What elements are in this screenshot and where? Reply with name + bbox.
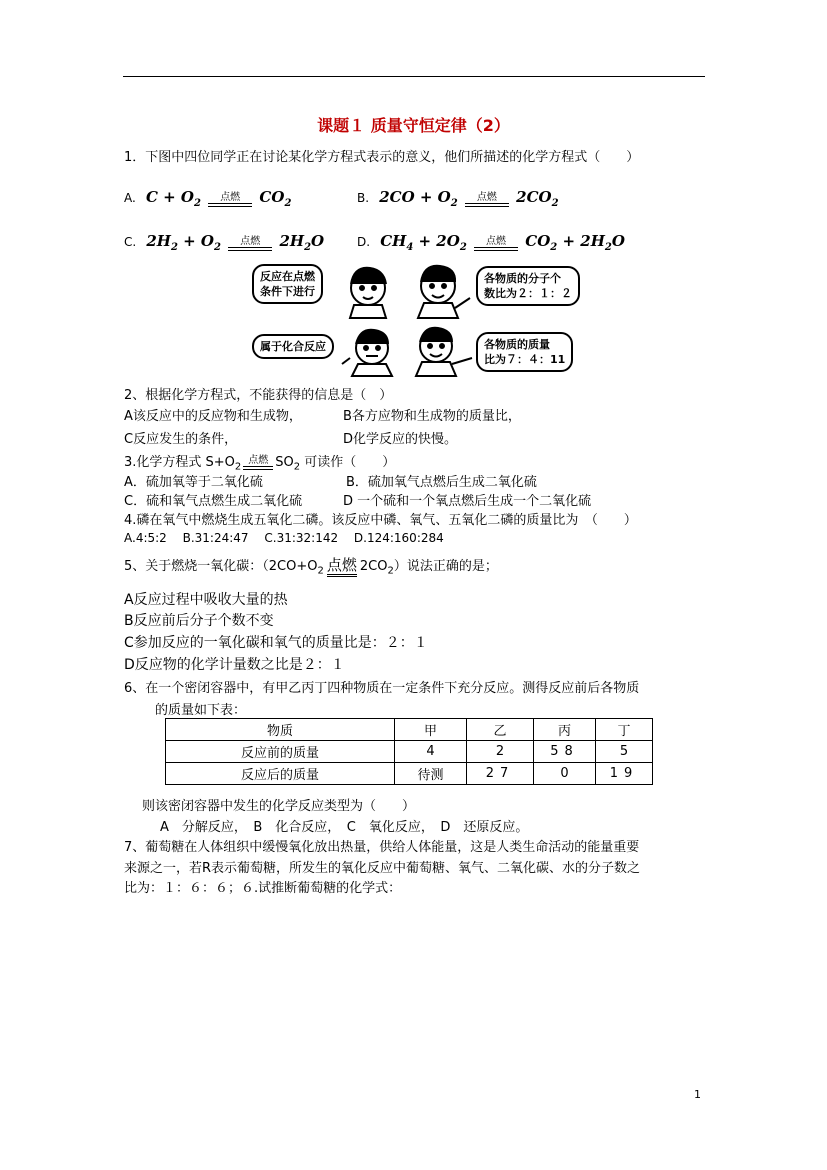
q5-option-b: B反应前后分子个数不变 bbox=[124, 613, 274, 629]
q6-stem-1: 6、在一个密闭容器中，有甲乙丙丁四种物质在一定条件下充分反应。测得反应前后各物质 bbox=[124, 681, 640, 696]
bubble-3: 属于化合反应 bbox=[252, 334, 334, 359]
q1-c-condition: 点燃 bbox=[240, 236, 261, 247]
header-bing: 丙 bbox=[534, 719, 596, 741]
q1-d-right: CO bbox=[525, 232, 551, 250]
cell: 5 bbox=[596, 741, 653, 763]
q3-option-a: A．硫加氧等于二氧化硫 bbox=[124, 475, 263, 490]
row-label: 反应后的质量 bbox=[166, 763, 395, 785]
page-title: 课题１ 质量守恒定律（2） bbox=[317, 116, 510, 135]
bubble-2: 各物质的分子个 数比为２：１：２ bbox=[476, 266, 580, 306]
q1-b-left: 2CO + O bbox=[379, 188, 451, 206]
cell: 待测 bbox=[395, 763, 467, 785]
q1-c-left: 2H bbox=[146, 232, 171, 250]
q1-a-right: CO bbox=[259, 188, 285, 206]
q1-a-condition: 点燃 bbox=[220, 192, 241, 203]
q6-options: A 分解反应， B 化合反应， C 氧化反应， D 还原反应。 bbox=[160, 820, 529, 835]
q1-d-right2: + 2H bbox=[557, 232, 605, 250]
q5-condition: 点燃 bbox=[327, 556, 357, 577]
q1-option-d bbox=[357, 232, 625, 253]
table-header-row bbox=[166, 719, 653, 741]
cell: 58 bbox=[534, 741, 596, 763]
q4-options: A.4:5:2 B.31:24:47 C.31:32:142 D.124:160:284 bbox=[124, 531, 444, 545]
cell: 4 bbox=[395, 741, 467, 763]
header-jia: 甲 bbox=[395, 719, 467, 741]
q2-option-a: A该反应中的反应物和生成物， bbox=[124, 409, 302, 424]
q5-option-d: D反应物的化学计量数之比是２：１ bbox=[124, 657, 345, 673]
q1-b-right-sub: 2 bbox=[551, 198, 559, 209]
q1-d-mid: + 2O bbox=[413, 232, 460, 250]
table-row bbox=[166, 741, 653, 763]
q1-c-sub2: 2 bbox=[214, 242, 221, 253]
q1-d-sub2: 2 bbox=[459, 242, 467, 253]
q1-c-mid: + O bbox=[177, 232, 215, 250]
bubble-1: 反应在点燃 条件下进行 bbox=[252, 264, 323, 304]
q1-option-a bbox=[124, 188, 291, 209]
page-number: 1 bbox=[694, 1088, 701, 1101]
q6-stem-2: 的质量如下表： bbox=[155, 703, 247, 718]
q7-line-2: 来源之一，若R表示葡萄糖，所发生的氧化反应中葡萄糖、氧气、二氧化碳、水的分子数之 bbox=[124, 861, 641, 876]
q7-line-3: 比为：１：６：６；６.试推断葡萄糖的化学式： bbox=[124, 881, 402, 896]
q3-stem bbox=[124, 451, 395, 473]
q1-d-left: CH bbox=[380, 232, 407, 250]
header-ding: 丁 bbox=[596, 719, 653, 741]
q1-c-label: C. bbox=[124, 235, 137, 249]
q1-d-label: D. bbox=[357, 235, 371, 249]
row-label: 反应前的质量 bbox=[166, 741, 395, 763]
q5-stem bbox=[124, 554, 498, 577]
student-boy-2-icon bbox=[342, 330, 392, 376]
q3-stem-b: SO bbox=[275, 455, 294, 470]
q1-c-sub1: 2 bbox=[170, 242, 178, 253]
q1-a-sub: 2 bbox=[193, 198, 201, 209]
q1-option-c bbox=[124, 232, 324, 253]
header-yi: 乙 bbox=[467, 719, 534, 741]
cell: 27 bbox=[467, 763, 534, 785]
q1-d-sub1: 4 bbox=[406, 242, 414, 253]
q3-option-c: C．硫和氧气点燃生成二氧化硫 bbox=[124, 494, 303, 509]
cell: 2 bbox=[467, 741, 534, 763]
q1-d-condition: 点燃 bbox=[486, 236, 507, 247]
q2-option-d: D化学反应的快慢。 bbox=[343, 432, 458, 447]
q3-stem-a: 3.化学方程式 S+O bbox=[124, 455, 235, 470]
q1-b-label: B. bbox=[357, 191, 370, 205]
student-boy-icon bbox=[418, 266, 470, 318]
q1-option-b bbox=[357, 188, 559, 209]
q1-c-right: 2H bbox=[279, 232, 305, 250]
q2-option-b: B各方应物和生成物的质量比， bbox=[343, 409, 521, 424]
q1-d-right3: O bbox=[611, 232, 625, 250]
q2-option-c: C反应发生的条件， bbox=[124, 432, 238, 447]
students-illustration bbox=[250, 258, 580, 378]
q3-sub1: 2 bbox=[234, 461, 242, 473]
q1-c-sub3: 2 bbox=[304, 242, 312, 253]
header-substance: 物质 bbox=[166, 719, 395, 741]
q1-stem: 1．下图中四位同学正在讨论某化学方程式表示的意义，他们所描述的化学方程式（ ） bbox=[124, 150, 640, 165]
q6-question: 则该密闭容器中发生的化学反应类型为（ ） bbox=[142, 799, 416, 814]
table-row bbox=[166, 763, 653, 785]
bubble-4: 各物质的质量 比为７：４：11 bbox=[476, 332, 573, 372]
students-figures bbox=[250, 258, 580, 378]
q5-stem-c: ）说法正确的是； bbox=[393, 559, 498, 574]
q3-option-b: B．硫加氧气点燃后生成二氧化硫 bbox=[346, 475, 537, 490]
q1-a-label: A. bbox=[124, 191, 136, 205]
q3-condition: 点燃 bbox=[248, 455, 269, 466]
q3-stem-c: 可读作（ ） bbox=[300, 455, 396, 470]
cell: 19 bbox=[596, 763, 653, 785]
student-boy-3-icon bbox=[416, 328, 472, 376]
q5-option-a: A反应过程中吸收大量的热 bbox=[124, 592, 288, 608]
q1-b-condition: 点燃 bbox=[476, 192, 497, 203]
q1-d-sub3: 2 bbox=[550, 242, 558, 253]
q1-d-sub4: 2 bbox=[604, 242, 612, 253]
q4-stem: 4.磷在氧气中燃烧生成五氧化二磷。该反应中磷、氧气、五氧化二磷的质量比为 （ ） bbox=[124, 513, 637, 528]
q1-a-left: C + O bbox=[145, 188, 194, 206]
q3-option-d: D 一个硫和一个氧点燃后生成一个二氧化硫 bbox=[343, 494, 592, 509]
header-rule bbox=[123, 76, 705, 77]
q1-c-right2: O bbox=[311, 232, 325, 250]
q3-sub2: 2 bbox=[293, 461, 301, 473]
q5-stem-a: 5、关于燃烧一氧化碳：（2CO+O bbox=[124, 559, 318, 574]
q1-b-sub: 2 bbox=[450, 198, 458, 209]
cell: 0 bbox=[534, 763, 596, 785]
q7-line-1: 7、葡萄糖在人体组织中缓慢氧化放出热量，供给人体能量，这是人类生命活动的能量重要 bbox=[124, 840, 640, 855]
mass-table bbox=[165, 718, 653, 785]
q5-option-c: C参加反应的一氧化碳和氧气的质量比是：２：１ bbox=[124, 635, 428, 651]
q1-b-right: 2CO bbox=[516, 188, 552, 206]
q5-stem-b: 2CO bbox=[359, 559, 388, 574]
q5-sub2: 2 bbox=[387, 565, 394, 577]
q5-sub1: 2 bbox=[317, 565, 324, 577]
q2-stem: 2、根据化学方程式，不能获得的信息是（ ） bbox=[124, 388, 393, 403]
student-girl-icon bbox=[350, 268, 386, 318]
q1-a-right-sub: 2 bbox=[284, 198, 292, 209]
